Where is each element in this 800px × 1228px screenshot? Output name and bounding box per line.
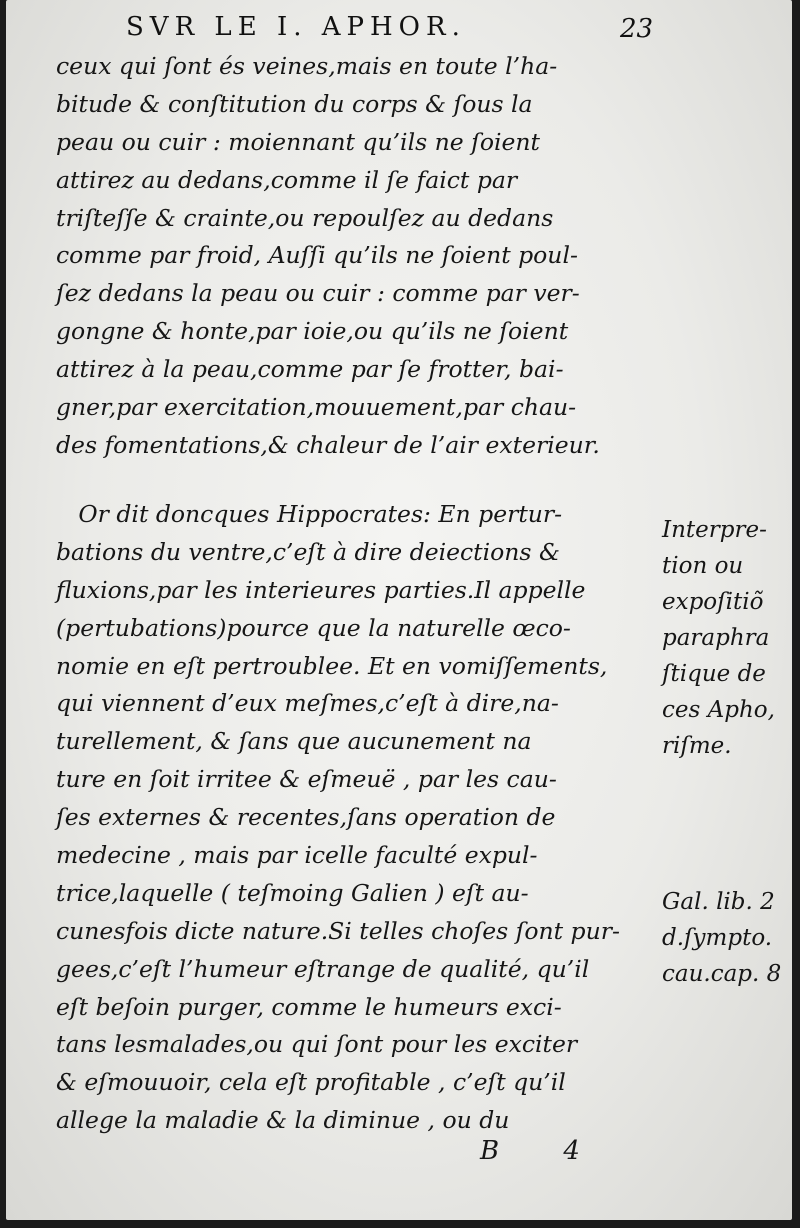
text-line: cunesfois dicte nature.Si telles choſes ſont pur- [56, 916, 620, 945]
margin-line: Interpre- [662, 517, 767, 543]
text-line: ſez dedans la peau ou cuir : comme par ver- [56, 279, 580, 308]
page-number: 23 [620, 14, 654, 44]
paragraph-continuation [56, 48, 600, 465]
text-line: gner,par exercitation,mouuement,par chau- [56, 393, 577, 422]
text-line: des fomentations,& chaleur de l’air exterieur. [56, 430, 600, 459]
margin-line: expoſitiõ [662, 589, 764, 615]
margin-line: cau.cap. 8 [662, 961, 782, 987]
text-line: gongne & honte,par ioie,ou qu’ils ne ſoient [56, 317, 569, 346]
paragraph-commentary [56, 496, 620, 1140]
text-line: eſt beſoin purger, comme le humeurs exci- [56, 992, 562, 1021]
margin-line: ſtique de [662, 661, 766, 687]
text-line: (pertubations)pource que la naturelle œco- [56, 613, 571, 642]
text-line: attirez à la peau,comme par ſe frotter, bai- [56, 355, 564, 384]
text-line: Or dit doncques Hippocrates: En pertur- [56, 500, 563, 528]
text-line: ture en ſoit irritee & eſmeuë , par les cau- [56, 765, 557, 794]
margin-line: ces Apho, [662, 697, 775, 723]
margin-line: d.ſympto. [662, 925, 773, 951]
text-line: ceux qui ſont és veines,mais en toute l’ha- [56, 52, 558, 80]
margin-line: tion ou [662, 553, 744, 579]
text-line: tans lesmalades,ou qui ſont pour les exciter [56, 1030, 578, 1059]
text-line: qui viennent d’eux meſmes,c’eſt à dire,na- [56, 689, 559, 718]
margin-line: riſme. [662, 733, 732, 759]
text-line: nomie en eſt pertroublee. Et en vomiſſements, [56, 651, 608, 680]
signature-mark: B 4 [480, 1136, 608, 1166]
text-line: gees,c’eſt l’humeur eſtrange de qualité, qu’il [56, 954, 590, 983]
text-line: attirez au dedans,comme il ſe faict par [56, 165, 518, 194]
text-line: bations du ventre,c’eſt à dire deiections & [56, 537, 560, 566]
running-title: SVR LE I. APHOR. [126, 12, 466, 42]
book-page [6, 0, 792, 1220]
text-line: trice,laquelle ( teſmoing Galien ) eſt au- [56, 878, 529, 907]
text-line: triſteſſe & crainte,ou repoulſez au dedans [56, 203, 554, 232]
text-line: bitude & conſtitution du corps & ſous la [56, 89, 533, 118]
text-line: ſes externes & recentes,ſans operation de [56, 803, 556, 832]
margin-note-galen-reference [662, 884, 781, 992]
text-line: peau ou cuir : moiennant qu’ils ne ſoient [56, 127, 540, 156]
text-line: comme par froid, Auſſi qu’ils ne ſoient poul- [56, 241, 578, 270]
margin-note-interpretation [662, 512, 775, 764]
text-line: allege la maladie & la diminue , ou du [56, 1106, 510, 1135]
text-line: & eſmouuoir, cela eſt profitable , c’eſt qu’il [56, 1068, 566, 1097]
margin-line: Gal. lib. 2 [662, 889, 775, 915]
text-line: medecine , mais par icelle faculté expul- [56, 841, 538, 870]
text-line: fluxions,par les interieures parties.Il appelle [56, 575, 586, 604]
text-line: turellement, & ſans que aucunement na [56, 727, 532, 756]
margin-line: paraphra [662, 625, 770, 651]
